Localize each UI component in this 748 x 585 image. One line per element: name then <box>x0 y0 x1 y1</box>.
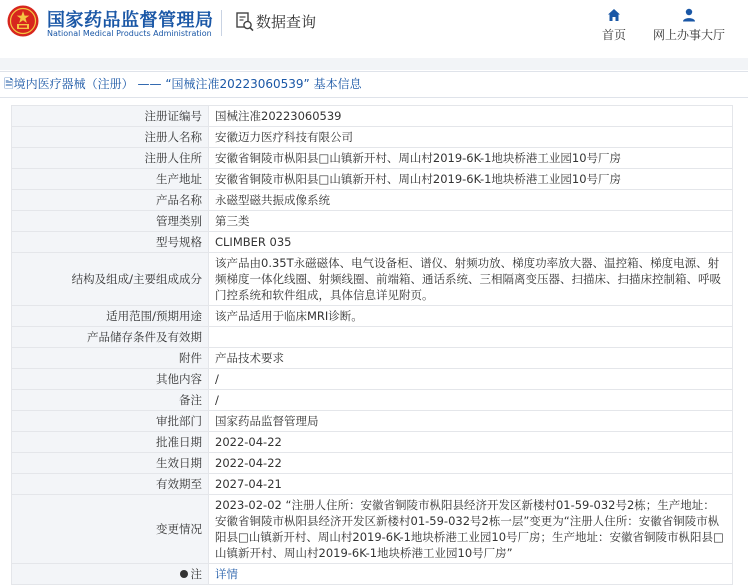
table-row <box>12 474 733 495</box>
row-label: 注册人住所 <box>12 148 209 169</box>
page-section-title: 数据查询 <box>256 13 317 31</box>
table-row <box>12 564 733 585</box>
row-value <box>209 327 733 348</box>
details-link[interactable]: 详情 <box>215 567 238 581</box>
header <box>0 0 748 49</box>
row-label: 审批部门 <box>12 411 209 432</box>
table-row <box>12 253 733 306</box>
nav-online-service-label: 网上办事大厅 <box>652 28 725 42</box>
table-row <box>12 306 733 327</box>
row-value: 国家药品监督管理局 <box>209 411 733 432</box>
table-row <box>12 390 733 411</box>
national-emblem-icon <box>7 5 39 37</box>
row-value: 产品技术要求 <box>209 348 733 369</box>
row-value: 2022-04-22 <box>209 453 733 474</box>
table-row <box>12 127 733 148</box>
row-label: 管理类别 <box>12 211 209 232</box>
table-row <box>12 232 733 253</box>
note-label: 注 <box>12 564 209 585</box>
user-icon <box>682 8 696 22</box>
table-row <box>12 148 733 169</box>
row-value: 国械注准20223060539 <box>209 106 733 127</box>
table-row <box>12 432 733 453</box>
row-value: 该产品适用于临床MRI诊断。 <box>209 306 733 327</box>
breadcrumb-separator: —— <box>137 77 162 91</box>
row-label: 其他内容 <box>12 369 209 390</box>
table-row <box>12 327 733 348</box>
row-label: 生产地址 <box>12 169 209 190</box>
header-separator <box>0 58 748 70</box>
site-logo-cn[interactable]: 国家药品监督管理局 <box>47 10 214 31</box>
table-row <box>12 190 733 211</box>
row-label: 生效日期 <box>12 453 209 474</box>
row-label: 有效期至 <box>12 474 209 495</box>
row-label: 注册人名称 <box>12 127 209 148</box>
row-label: 附件 <box>12 348 209 369</box>
row-value: 永磁型磁共振成像系统 <box>209 190 733 211</box>
site-logo-en: National Medical Products Administration <box>47 29 212 38</box>
breadcrumb-document-icon: 🗎 <box>4 77 14 91</box>
row-label: 产品储存条件及有效期 <box>12 327 209 348</box>
row-label: 备注 <box>12 390 209 411</box>
row-value: 2022-04-22 <box>209 432 733 453</box>
row-value: CLIMBER 035 <box>209 232 733 253</box>
table-row <box>12 411 733 432</box>
breadcrumb-suffix: 基本信息 <box>313 77 362 91</box>
row-label: 结构及组成/主要组成成分 <box>12 253 209 306</box>
breadcrumb <box>0 71 748 98</box>
breadcrumb-item: “国械注准20223060539” <box>165 77 310 91</box>
table-row <box>12 348 733 369</box>
table-row <box>12 369 733 390</box>
breadcrumb-category-link[interactable]: 境内医疗器械（注册） <box>13 77 134 91</box>
table-row <box>12 106 733 127</box>
row-label: 变更情况 <box>12 495 209 564</box>
logo-divider <box>221 10 222 36</box>
row-label: 产品名称 <box>12 190 209 211</box>
row-value: 该产品由0.35T永磁磁体、电气设备柜、谱仪、射频功放、梯度功率放大器、温控箱、梯度电源、射频梯度一体化线圈、射频线圈、前端箱、通话系统、三相隔离变压器、扫描床、扫描床控制箱、呼吸门控系统和软件组成，具体信息详见附页。 <box>209 253 733 306</box>
production-address-value: 安徽省铜陵市枞阳县□山镇新开村、周山村2019-6K-1地块桥港工业园10号厂房 <box>209 169 733 190</box>
row-value: / <box>209 369 733 390</box>
row-value: 第三类 <box>209 211 733 232</box>
nav-home[interactable] <box>597 8 631 43</box>
table-row <box>12 495 733 564</box>
row-value: / <box>209 390 733 411</box>
data-query-icon <box>236 12 254 32</box>
table-row <box>12 211 733 232</box>
registration-detail-table <box>11 105 733 585</box>
row-value: 2027-04-21 <box>209 474 733 495</box>
table-row <box>12 169 733 190</box>
row-label: 批准日期 <box>12 432 209 453</box>
table-row <box>12 453 733 474</box>
home-icon <box>607 8 621 22</box>
nav-online-service[interactable] <box>648 8 730 43</box>
row-label: 适用范围/预期用途 <box>12 306 209 327</box>
note-dot-icon <box>180 570 188 578</box>
row-label: 注册证编号 <box>12 106 209 127</box>
nav-home-label: 首页 <box>601 28 626 42</box>
change-history-value: 2023-02-02 “注册人住所：安徽省铜陵市枞阳县经济开发区新楼村01-59-032号2栋；生产地址：安徽省铜陵市枞阳县经济开发区新楼村01-59-032号2栋一层”变更为“注册人住所：安徽省铜陵市枞阳县□山镇新开村、周山村2019-6K-1地块桥港工业园10号厂房；生产地址：安徽省铜陵市枞阳县□山镇新开村、周山村2019-6K-1地块桥港工业园10号厂房” <box>209 495 733 564</box>
note-value <box>209 564 733 585</box>
row-label: 型号规格 <box>12 232 209 253</box>
registrant-address-value: 安徽省铜陵市枞阳县□山镇新开村、周山村2019-6K-1地块桥港工业园10号厂房 <box>209 148 733 169</box>
row-value: 安徽迈力医疗科技有限公司 <box>209 127 733 148</box>
